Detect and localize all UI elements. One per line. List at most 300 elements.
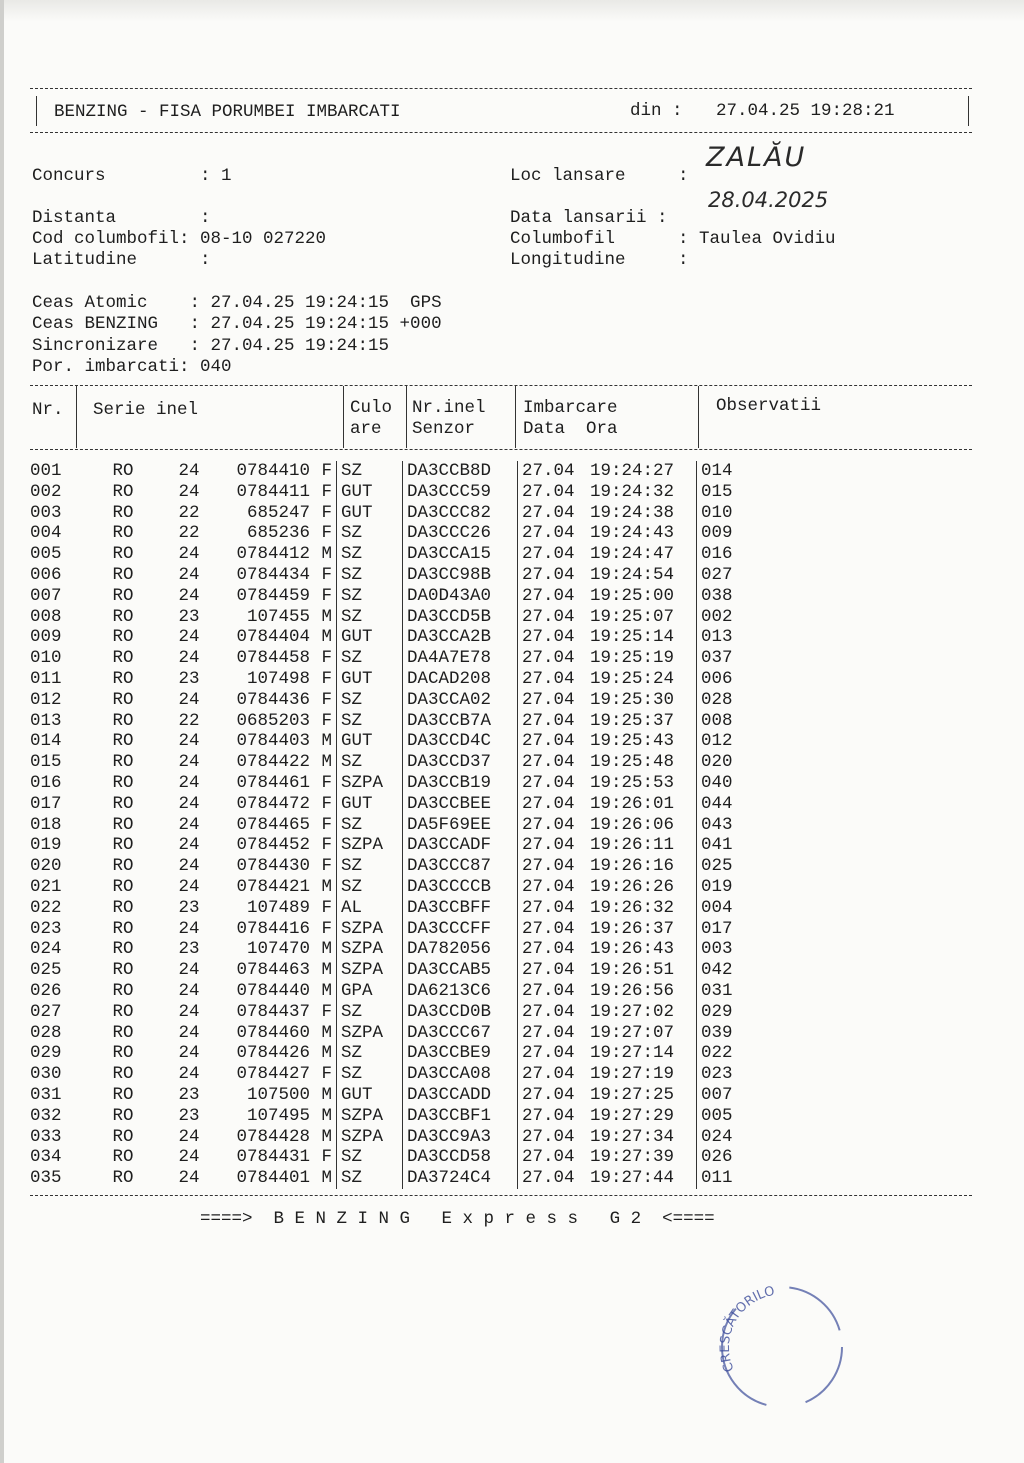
ceas-atomic-line: Ceas Atomic : 27.04.25 19:24:15 GPS: [32, 293, 442, 313]
row-time: 19:26:37: [590, 918, 675, 939]
table-row: [30, 523, 733, 544]
row-sex: F: [321, 461, 332, 481]
row-time: 19:26:26: [590, 876, 675, 897]
row-time: 19:27:44: [590, 1168, 675, 1189]
row-country: RO: [112, 835, 134, 856]
row-sex: F: [321, 1147, 332, 1168]
row-obs: 037: [697, 648, 733, 669]
row-nr: 012: [30, 689, 62, 710]
row-ring: 0784463: [236, 960, 310, 981]
row-ring: 0784430: [236, 856, 310, 877]
table-row: [30, 731, 733, 752]
row-sex: F: [321, 502, 332, 523]
row-color: SZ: [337, 544, 403, 565]
row-country: RO: [112, 648, 134, 669]
row-color: GPA: [337, 981, 403, 1002]
row-country: RO: [112, 606, 134, 627]
row-country: RO: [112, 1084, 134, 1105]
row-sex: M: [321, 544, 332, 565]
ceas-benzing-line: Ceas BENZING : 27.04.25 19:24:15 +000: [32, 314, 442, 334]
row-year: 24: [178, 918, 200, 939]
row-obs: 044: [697, 794, 733, 815]
row-nr: 010: [30, 648, 62, 669]
row-year: 24: [178, 544, 200, 565]
row-date: 27.04: [518, 877, 591, 898]
row-nr: 033: [30, 1126, 62, 1147]
row-country: RO: [112, 918, 134, 939]
row-obs: 015: [697, 482, 733, 503]
row-color: GUT: [337, 503, 403, 524]
table-row: [30, 960, 733, 981]
row-sensor: DA3CCAB5: [403, 960, 518, 981]
row-color: SZ: [337, 690, 403, 711]
row-date: 27.04: [518, 607, 591, 628]
row-ring: 0784411: [236, 481, 310, 502]
row-ring: 107470: [246, 939, 310, 960]
row-sex: F: [321, 689, 332, 710]
row-time: 19:27:34: [590, 1126, 675, 1147]
row-year: 24: [178, 481, 200, 502]
table-row: [30, 1085, 733, 1106]
col-header-imbarcare-1: Imbarcare: [523, 398, 618, 418]
row-sex: M: [321, 1168, 332, 1189]
row-sensor: DA3CCADD: [403, 1085, 518, 1106]
row-sensor: DA5F69EE: [403, 815, 518, 836]
row-color: SZPA: [337, 773, 403, 794]
row-sex: M: [321, 1126, 332, 1147]
row-ring: 0784421: [236, 876, 310, 897]
row-date: 27.04: [518, 1064, 591, 1085]
row-year: 23: [178, 606, 200, 627]
row-time: 19:25:30: [590, 689, 675, 710]
row-time: 19:25:48: [590, 752, 675, 773]
row-nr: 008: [30, 606, 62, 627]
row-nr: 011: [30, 668, 62, 689]
handwritten-location: ZALĂU: [706, 142, 807, 173]
row-sex: M: [321, 752, 332, 773]
table-row: [30, 607, 733, 628]
row-date: 27.04: [518, 648, 591, 669]
row-sensor: DA3CCD0B: [403, 1002, 518, 1023]
row-country: RO: [112, 627, 134, 648]
row-nr: 023: [30, 918, 62, 939]
row-ring: 0784422: [236, 752, 310, 773]
pigeon-table-body: [30, 461, 733, 1189]
table-row: [30, 919, 733, 940]
row-year: 24: [178, 1064, 200, 1085]
row-color: SZ: [337, 1064, 403, 1085]
table-bottom-border: [30, 1195, 972, 1196]
table-row: [30, 482, 733, 503]
table-row: [30, 1064, 733, 1085]
row-date: 27.04: [518, 565, 591, 586]
row-obs: 019: [697, 877, 733, 898]
row-time: 19:25:14: [590, 627, 675, 648]
row-sensor: DA3CCA02: [403, 690, 518, 711]
row-year: 24: [178, 564, 200, 585]
row-year: 23: [178, 1105, 200, 1126]
row-date: 27.04: [518, 1043, 591, 1064]
cod-columbofil-line: Cod columbofil: 08-10 027220: [32, 229, 327, 249]
table-row: [30, 627, 733, 648]
row-date: 27.04: [518, 898, 591, 919]
table-row: [30, 752, 733, 773]
row-color: SZ: [337, 711, 403, 732]
row-year: 24: [178, 648, 200, 669]
row-nr: 006: [30, 564, 62, 585]
row-sensor: DA3CC9A3: [403, 1127, 518, 1148]
row-ring: 0784427: [236, 1064, 310, 1085]
row-date: 27.04: [518, 1147, 591, 1168]
row-ring: 0784437: [236, 1001, 310, 1022]
row-year: 22: [178, 502, 200, 523]
row-color: GUT: [337, 669, 403, 690]
row-ring: 0784401: [236, 1168, 310, 1189]
row-year: 23: [178, 897, 200, 918]
row-sensor: DA4A7E78: [403, 648, 518, 669]
table-row: [30, 565, 733, 586]
row-ring: 107489: [246, 897, 310, 918]
row-sensor: DA782056: [403, 939, 518, 960]
row-date: 27.04: [518, 815, 591, 836]
row-time: 19:25:19: [590, 648, 675, 669]
row-country: RO: [112, 1043, 134, 1064]
row-color: SZ: [337, 752, 403, 773]
col-divider-senzor: [515, 386, 516, 448]
row-nr: 007: [30, 585, 62, 606]
row-year: 24: [178, 627, 200, 648]
row-ring: 0784460: [236, 1022, 310, 1043]
row-country: RO: [112, 585, 134, 606]
row-ring: 0784428: [236, 1126, 310, 1147]
row-obs: 016: [697, 544, 733, 565]
row-obs: 002: [697, 607, 733, 628]
row-obs: 003: [697, 939, 733, 960]
row-country: RO: [112, 752, 134, 773]
row-sex: M: [321, 1105, 332, 1126]
row-color: SZ: [337, 1168, 403, 1189]
row-color: SZPA: [337, 835, 403, 856]
row-color: GUT: [337, 627, 403, 648]
table-row: [30, 711, 733, 732]
row-obs: 006: [697, 669, 733, 690]
row-country: RO: [112, 731, 134, 752]
row-nr: 025: [30, 960, 62, 981]
row-year: 22: [178, 710, 200, 731]
row-year: 23: [178, 668, 200, 689]
row-color: AL: [337, 898, 403, 919]
row-ring: 0784440: [236, 980, 310, 1001]
row-date: 27.04: [518, 731, 591, 752]
row-date: 27.04: [518, 856, 591, 877]
row-obs: 007: [697, 1085, 733, 1106]
row-year: 24: [178, 960, 200, 981]
header-left-border: [36, 96, 37, 126]
row-sex: M: [321, 1043, 332, 1064]
row-ring: 685247: [246, 502, 310, 523]
header-bottom-border: [30, 132, 972, 133]
row-sex: F: [321, 772, 332, 793]
row-year: 24: [178, 731, 200, 752]
row-date: 27.04: [518, 919, 591, 940]
row-color: SZ: [337, 523, 403, 544]
row-sensor: DA3CCD58: [403, 1147, 518, 1168]
row-color: SZPA: [337, 1023, 403, 1044]
row-country: RO: [112, 1001, 134, 1022]
row-color: GUT: [337, 731, 403, 752]
row-color: SZ: [337, 856, 403, 877]
row-ring: 107498: [246, 668, 310, 689]
row-year: 24: [178, 772, 200, 793]
row-time: 19:24:43: [590, 523, 675, 544]
stamp-text: CRESCĂTORILO: [717, 1283, 777, 1374]
row-color: SZ: [337, 648, 403, 669]
association-stamp: [712, 1275, 852, 1415]
row-sex: F: [321, 835, 332, 856]
row-country: RO: [112, 481, 134, 502]
row-obs: 026: [697, 1147, 733, 1168]
row-obs: 017: [697, 919, 733, 940]
row-nr: 015: [30, 752, 62, 773]
row-obs: 041: [697, 835, 733, 856]
row-color: SZ: [337, 1043, 403, 1064]
row-ring: 0784472: [236, 793, 310, 814]
row-sex: F: [321, 793, 332, 814]
row-ring: 0784410: [236, 461, 310, 481]
row-sensor: DA3CCBFF: [403, 898, 518, 919]
row-obs: 038: [697, 586, 733, 607]
row-country: RO: [112, 897, 134, 918]
row-obs: 039: [697, 1023, 733, 1044]
row-sex: F: [321, 648, 332, 669]
row-nr: 003: [30, 502, 62, 523]
row-time: 19:26:51: [590, 960, 675, 981]
row-date: 27.04: [518, 773, 591, 794]
row-obs: 014: [697, 461, 733, 482]
row-nr: 009: [30, 627, 62, 648]
row-sensor: DA6213C6: [403, 981, 518, 1002]
row-year: 24: [178, 980, 200, 1001]
row-ring: 0784452: [236, 835, 310, 856]
row-country: RO: [112, 710, 134, 731]
row-obs: 012: [697, 731, 733, 752]
row-year: 24: [178, 814, 200, 835]
row-time: 19:26:32: [590, 897, 675, 918]
row-color: SZ: [337, 461, 403, 482]
row-sensor: DA3CCBEE: [403, 794, 518, 815]
row-date: 27.04: [518, 627, 591, 648]
row-nr: 017: [30, 793, 62, 814]
col-header-nr: Nr.: [32, 400, 64, 420]
row-obs: 005: [697, 1106, 733, 1127]
row-year: 24: [178, 1126, 200, 1147]
col-header-culoare-1: Culo: [350, 398, 393, 418]
table-header-top-border: [30, 385, 972, 386]
row-country: RO: [112, 502, 134, 523]
row-date: 27.04: [518, 669, 591, 690]
row-sensor: DA3CCCCB: [403, 877, 518, 898]
row-year: 24: [178, 1043, 200, 1064]
row-nr: 030: [30, 1064, 62, 1085]
col-header-culoare-2: are: [350, 419, 382, 439]
row-sex: F: [321, 523, 332, 544]
table-row: [30, 1168, 733, 1189]
row-ring: 0784434: [236, 564, 310, 585]
row-sensor: DA0D43A0: [403, 586, 518, 607]
row-sensor: DA3CCA15: [403, 544, 518, 565]
document-title: BENZING - FISA PORUMBEI IMBARCATI: [54, 102, 401, 122]
row-color: SZ: [337, 565, 403, 586]
print-datetime: 27.04.25 19:28:21: [716, 101, 895, 121]
row-obs: 022: [697, 1043, 733, 1064]
table-row: [30, 690, 733, 711]
row-date: 27.04: [518, 794, 591, 815]
row-date: 27.04: [518, 1085, 591, 1106]
row-year: 23: [178, 939, 200, 960]
row-date: 27.04: [518, 960, 591, 981]
col-divider-imbarcare: [698, 386, 699, 448]
row-time: 19:26:56: [590, 980, 675, 1001]
table-row: [30, 1043, 733, 1064]
row-year: 24: [178, 876, 200, 897]
row-year: 24: [178, 752, 200, 773]
row-sensor: DA3CCA08: [403, 1064, 518, 1085]
row-date: 27.04: [518, 503, 591, 524]
row-nr: 018: [30, 814, 62, 835]
row-ring: 0784404: [236, 627, 310, 648]
row-nr: 029: [30, 1043, 62, 1064]
row-country: RO: [112, 689, 134, 710]
row-nr: 022: [30, 897, 62, 918]
row-color: SZ: [337, 877, 403, 898]
sincronizare-line: Sincronizare : 27.04.25 19:24:15: [32, 336, 390, 356]
table-row: [30, 1147, 733, 1168]
row-country: RO: [112, 1022, 134, 1043]
row-color: SZ: [337, 586, 403, 607]
row-sensor: DACAD208: [403, 669, 518, 690]
col-header-inel-2: Senzor: [412, 419, 476, 439]
row-sex: M: [321, 1022, 332, 1043]
table-row: [30, 1023, 733, 1044]
longitudine-line: Longitudine :: [510, 250, 689, 270]
row-sensor: DA3CCD4C: [403, 731, 518, 752]
row-time: 19:24:38: [590, 502, 675, 523]
row-year: 24: [178, 1147, 200, 1168]
row-date: 27.04: [518, 981, 591, 1002]
row-time: 19:27:02: [590, 1001, 675, 1022]
table-row: [30, 1127, 733, 1148]
row-date: 27.04: [518, 690, 591, 711]
row-ring: 0784458: [236, 648, 310, 669]
row-color: SZPA: [337, 1127, 403, 1148]
row-sex: F: [321, 897, 332, 918]
row-sex: F: [321, 1001, 332, 1022]
row-sensor: DA3CCB8D: [403, 461, 518, 482]
row-color: GUT: [337, 1085, 403, 1106]
row-sensor: DA3CCCFF: [403, 919, 518, 940]
row-sensor: DA3CCA2B: [403, 627, 518, 648]
row-country: RO: [112, 668, 134, 689]
table-row: [30, 669, 733, 690]
row-nr: 004: [30, 523, 62, 544]
row-sex: F: [321, 918, 332, 939]
row-time: 19:27:14: [590, 1043, 675, 1064]
row-obs: 011: [697, 1168, 733, 1189]
row-color: SZ: [337, 607, 403, 628]
handwritten-date: 28.04.2025: [708, 188, 829, 212]
concurs-line: Concurs : 1: [32, 166, 232, 186]
row-date: 27.04: [518, 482, 591, 503]
table-row: [30, 586, 733, 607]
row-ring: 107495: [246, 1105, 310, 1126]
row-year: 24: [178, 1022, 200, 1043]
row-nr: 026: [30, 980, 62, 1001]
table-row: [30, 856, 733, 877]
row-sex: F: [321, 564, 332, 585]
row-nr: 024: [30, 939, 62, 960]
row-year: 24: [178, 585, 200, 606]
row-time: 19:25:37: [590, 710, 675, 731]
row-country: RO: [112, 1105, 134, 1126]
row-sensor: DA3CCD37: [403, 752, 518, 773]
din-label: din :: [630, 101, 683, 121]
row-country: RO: [112, 544, 134, 565]
row-sex: M: [321, 627, 332, 648]
row-time: 19:24:54: [590, 564, 675, 585]
latitudine-line: Latitudine :: [32, 250, 211, 270]
row-sex: M: [321, 939, 332, 960]
row-color: SZ: [337, 815, 403, 836]
row-obs: 040: [697, 773, 733, 794]
row-nr: 020: [30, 856, 62, 877]
row-nr: 014: [30, 731, 62, 752]
col-header-observatii: Observatii: [716, 396, 822, 416]
row-time: 19:27:07: [590, 1022, 675, 1043]
row-country: RO: [112, 939, 134, 960]
row-country: RO: [112, 814, 134, 835]
row-time: 19:27:25: [590, 1084, 675, 1105]
row-nr: 031: [30, 1084, 62, 1105]
row-date: 27.04: [518, 1002, 591, 1023]
row-time: 19:26:01: [590, 793, 675, 814]
row-sex: F: [321, 856, 332, 877]
row-sensor: DA3CCC82: [403, 503, 518, 524]
row-country: RO: [112, 523, 134, 544]
row-obs: 043: [697, 815, 733, 836]
col-divider-nr: [76, 386, 77, 448]
row-color: SZPA: [337, 960, 403, 981]
row-time: 19:26:11: [590, 835, 675, 856]
row-ring: 0784412: [236, 544, 310, 565]
row-obs: 027: [697, 565, 733, 586]
row-time: 19:27:19: [590, 1064, 675, 1085]
row-sensor: DA3CCC67: [403, 1023, 518, 1044]
row-sensor: DA3CCC87: [403, 856, 518, 877]
distanta-line: Distanta :: [32, 208, 211, 228]
row-date: 27.04: [518, 461, 591, 482]
row-date: 27.04: [518, 939, 591, 960]
row-date: 27.04: [518, 1106, 591, 1127]
table-row: [30, 648, 733, 669]
table-row: [30, 544, 733, 565]
row-sex: F: [321, 814, 332, 835]
row-time: 19:25:00: [590, 585, 675, 606]
row-year: 24: [178, 1168, 200, 1189]
row-date: 27.04: [518, 1023, 591, 1044]
col-divider-serie: [343, 386, 344, 448]
row-ring: 0784416: [236, 918, 310, 939]
row-ring: 0784403: [236, 731, 310, 752]
